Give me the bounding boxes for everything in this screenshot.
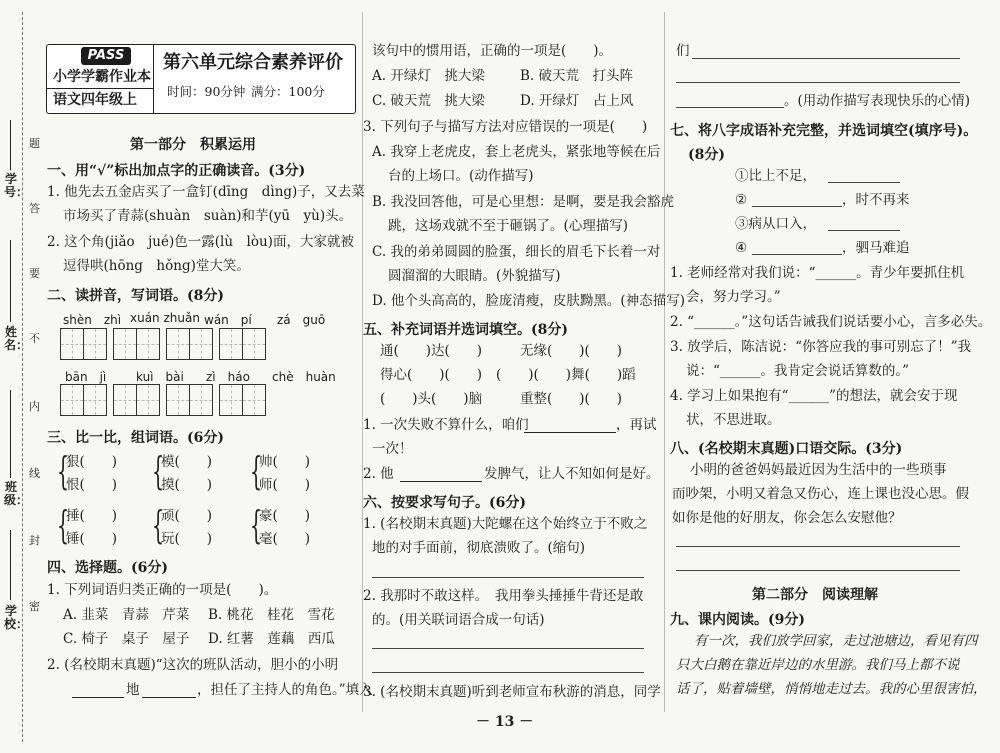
- answer-blank[interactable]: [752, 254, 842, 255]
- answer-blank[interactable]: [400, 481, 482, 482]
- idiom-blank: 重整( )( ): [520, 391, 623, 407]
- pinyin: shèn zhì: [63, 313, 122, 327]
- q8-text: 小明的爸爸妈妈最近因为生活中的一些琐事: [690, 462, 947, 478]
- brace: {: [250, 449, 263, 493]
- q8-text: 如你是他的好朋友，你会怎么安慰他？: [672, 510, 902, 526]
- compare-word: 毫( ): [259, 531, 311, 547]
- option-a[interactable]: A. 开绿灯 挑大梁: [372, 68, 485, 84]
- name-label: 姓名：: [4, 325, 29, 352]
- option-a[interactable]: A. 我穿上老虎皮，套上老虎头，紧张地等候在后: [372, 144, 661, 160]
- answer-blank[interactable]: [828, 182, 900, 183]
- writing-cell[interactable]: [166, 384, 190, 416]
- option-d[interactable]: D. 开绿灯 占上风: [520, 93, 634, 109]
- q7-score: (8分): [688, 147, 725, 163]
- option-a-cont: 台的上场口。(动作描写): [388, 168, 534, 184]
- seal-char: 要: [29, 267, 40, 280]
- brace: {: [152, 449, 165, 493]
- student-number-line: [10, 120, 11, 170]
- writing-cell[interactable]: [113, 328, 137, 360]
- answer-line[interactable]: [676, 82, 960, 83]
- q6-item1-cont: 地的对手面前，彻底溃败了。(缩句): [372, 540, 586, 556]
- q6-heading: 六、按要求写句子。(6分): [363, 495, 526, 511]
- answer-line[interactable]: [676, 107, 784, 108]
- idiom-blank: 无缘( )( ): [520, 343, 623, 359]
- option-b[interactable]: B. 桃花 桂花 雪花: [208, 607, 335, 623]
- reading-text: 有一次，我们放学回家，走过池塘边，看见有四: [694, 633, 978, 649]
- brace: {: [57, 449, 70, 493]
- q8-text: 而吵架，小明又着急又伤心，连上课也没心思。假: [672, 486, 969, 502]
- brace: {: [152, 503, 165, 547]
- pinyin: kuì bài: [136, 370, 184, 384]
- column-separator: [362, 12, 363, 712]
- student-number-label: 学号：: [4, 172, 29, 199]
- brace: {: [57, 503, 70, 547]
- q6-item3-hint: 。(用动作描写表现快乐的心情): [784, 93, 971, 109]
- compare-word: 豪( ): [259, 508, 311, 524]
- q4-item1: 1. 下列词语归类正确的一项是( )。: [47, 582, 278, 598]
- answer-blank[interactable]: [524, 432, 616, 433]
- q1-item1-line2: 市场买了青蒜(shuàn suàn)和芋(yū yù)头。: [63, 208, 353, 224]
- answer-line[interactable]: [372, 577, 644, 578]
- q1-item1-line1: 1. 他先去五金店买了一盒钉(dīng dìng)子，又去菜: [47, 184, 365, 200]
- q1-heading: 一、用“√”标出加点字的正确读音。(3分): [47, 163, 306, 179]
- seal-char: 不: [29, 332, 40, 345]
- answer-blank[interactable]: [142, 697, 196, 698]
- answer-line[interactable]: [692, 58, 960, 59]
- answer-blank[interactable]: [72, 697, 124, 698]
- pinyin: zá guō: [277, 313, 326, 327]
- answer-line[interactable]: [372, 648, 644, 649]
- reading-text: 只大白鹅在靠近岸边的水里游。我们马上都不说: [676, 657, 960, 673]
- option-a[interactable]: A. 韭菜 青蒜 芹菜: [63, 607, 190, 623]
- q5-item2: 2. 他: [363, 466, 394, 482]
- q9-heading: 九、课内阅读。(9分): [670, 612, 805, 628]
- part1-heading: 第一部分 积累运用: [130, 137, 256, 153]
- q4-item2-line1: 2. (名校期末真题)“这次的班队活动，胆小的小明: [47, 657, 339, 673]
- idiom-item-end: ，时不再来: [842, 192, 910, 208]
- option-c[interactable]: C. 破天荒 挑大梁: [372, 93, 485, 109]
- idiom-item: ①比上不足，: [735, 168, 816, 184]
- writing-cell[interactable]: [219, 328, 243, 360]
- pinyin: wán pí: [204, 313, 252, 327]
- writing-cell[interactable]: [189, 384, 213, 416]
- q6-item2-cont: 的。(用关联词语合成一句话): [372, 612, 545, 628]
- binding-dashed-line: [22, 12, 23, 742]
- answer-blank[interactable]: [828, 230, 900, 231]
- q2-continued: 该句中的惯用语，正确的一项是( )。: [372, 43, 613, 59]
- writing-cell[interactable]: [219, 384, 243, 416]
- option-d[interactable]: D. 红薯 莲藕 西瓜: [208, 631, 335, 647]
- option-b[interactable]: B. 我没回答他，可是心里想：是啊，要是我会豁虎: [372, 194, 675, 210]
- idiom-blank: 得心( )( ): [380, 367, 483, 383]
- pinyin: xuán zhuǎn: [130, 311, 200, 325]
- q7-sentence4: 4. 学习上如果抱有“______”的想法，就会安于现: [670, 388, 958, 404]
- q6-item3-cont: 们: [676, 43, 690, 59]
- q3-heading: 三、比一比，组词语。(6分): [47, 430, 224, 446]
- q4-item3: 3. 下列句子与描写方法对应错误的一项是( ): [363, 119, 648, 135]
- compare-word: 摸( ): [161, 477, 213, 493]
- writing-cell[interactable]: [136, 328, 160, 360]
- compare-word: 捶( ): [66, 508, 118, 524]
- pinyin: zì háo: [206, 370, 250, 384]
- option-c[interactable]: C. 椅子 桌子 屋子: [63, 631, 190, 647]
- idiom-item: ③病从口入，: [735, 216, 816, 232]
- reading-text: 话了，贴着墙壁，悄悄地走过去。我的心里很害怕，: [676, 681, 987, 697]
- writing-cell[interactable]: [83, 328, 107, 360]
- seal-char: 题: [29, 137, 40, 150]
- q7-sentence4-cont: 状，不思进取。: [686, 412, 781, 428]
- option-b-cont: 跳，这场戏就不至于砸锅了。(心理描写): [388, 218, 629, 234]
- writing-cell[interactable]: [83, 384, 107, 416]
- compare-word: 模( ): [161, 454, 213, 470]
- column-separator: [664, 12, 665, 712]
- idiom-blank: ( )头( )脑: [380, 391, 483, 407]
- idiom-item: ④: [735, 240, 748, 256]
- answer-blank[interactable]: [752, 206, 842, 207]
- seal-char: 密: [29, 600, 40, 613]
- page-title: 第六单元综合素养评价: [163, 52, 343, 73]
- q4-heading: 四、选择题。(6分): [47, 560, 168, 576]
- writing-cell[interactable]: [242, 328, 266, 360]
- compare-word: 狠( ): [66, 454, 118, 470]
- q5-item1: 1. 一次失败不算什么，咱们: [363, 417, 529, 433]
- answer-line[interactable]: [372, 672, 644, 673]
- seal-char: 内: [29, 400, 40, 413]
- grade-label: 语文四年级上: [53, 92, 137, 108]
- idiom-blank: ( )( )舞( )蹈: [496, 367, 636, 383]
- seal-char: 线: [29, 467, 40, 480]
- writing-grid-row1: [60, 328, 265, 360]
- q2-heading: 二、读拼音，写词语。(8分): [47, 288, 224, 304]
- page-number: － 13 －: [476, 714, 534, 730]
- writing-cell[interactable]: [166, 328, 190, 360]
- compare-word: 恨( ): [66, 477, 118, 493]
- option-c[interactable]: C. 我的弟弟圆圆的脸蛋，细长的眉毛下长着一对: [372, 244, 661, 260]
- answer-line[interactable]: [676, 570, 960, 571]
- header-divider: [47, 88, 153, 89]
- compare-word: 锤( ): [66, 531, 118, 547]
- logo: PASS: [81, 47, 131, 65]
- option-c-cont: 圆溜溜的大眼睛。(外貌描写): [388, 268, 561, 284]
- q8-heading: 八、(名校期末真题)口语交际。(3分): [670, 441, 903, 457]
- time-label: 时间：90分钟: [167, 84, 246, 99]
- q6-item2: 2. 我那时不敢这样。 我用拳头捶捶牛背还是敢: [363, 588, 644, 604]
- q7-sentence3: 3. 放学后，陈洁说：“你答应我的事可别忘了！”我: [670, 339, 971, 355]
- idiom-item-end: ，驷马难追: [842, 240, 910, 256]
- school-line: [10, 530, 11, 600]
- class-label: 班级：: [4, 480, 29, 507]
- q7-sentence1: 1. 老师经常对我们说：“______。青少年要抓住机: [670, 265, 965, 281]
- class-line: [10, 390, 11, 478]
- option-d[interactable]: D. 他个头高高的，脸庞清瘦，皮肤黝黑。(神态描写): [372, 293, 685, 309]
- compare-word: 帅( ): [259, 454, 311, 470]
- q5-heading: 五、补充词语并选词填空。(8分): [363, 322, 568, 338]
- compare-word: 师( ): [259, 477, 311, 493]
- answer-line[interactable]: [676, 546, 960, 547]
- q7-sentence3-cont: 说：“______。我肯定会说话算数的。”: [686, 363, 910, 379]
- writing-cell[interactable]: [60, 328, 84, 360]
- q7-sentence2: 2. “______。”这句话告诫我们说话要小心，言多必失。: [670, 314, 992, 330]
- q7-heading: 七、将八字成语补充完整，并选词填空(填序号)。: [670, 123, 978, 139]
- q5-item1-cont: 一次！: [372, 441, 413, 457]
- writing-cell[interactable]: [242, 384, 266, 416]
- pinyin: chè huàn: [272, 370, 336, 384]
- binding-strip: [0, 0, 42, 753]
- writing-grid-row2: [60, 384, 265, 416]
- q5-item2-end: 发脾气，让人不知如何是好。: [484, 466, 660, 482]
- part2-heading: 第二部分 阅读理解: [752, 587, 878, 603]
- writing-cell[interactable]: [113, 384, 137, 416]
- school-label: 学校：: [4, 604, 29, 631]
- option-b[interactable]: B. 破天荒 打头阵: [520, 68, 634, 84]
- name-line: [10, 240, 11, 322]
- pinyin: bān jì: [65, 370, 107, 384]
- q1-item2-line2: 逗得哄(hōng hǒng)堂大笑。: [63, 258, 250, 274]
- idiom-item: ②: [735, 192, 748, 208]
- q6-item1: 1. (名校期末真题)大陀螺在这个始终立于不败之: [363, 516, 648, 532]
- compare-word: 玩( ): [161, 531, 213, 547]
- brace: {: [250, 503, 263, 547]
- q7-sentence1-cont: 会，努力学习。”: [686, 289, 781, 305]
- q4-item2-text: ，担任了主持人的角色。”填入: [197, 682, 373, 698]
- q5-item1-end: ，再试: [616, 417, 657, 433]
- seal-char: 答: [29, 202, 40, 215]
- series-name: 小学学霸作业本: [53, 69, 151, 85]
- header-box: [46, 44, 356, 114]
- q1-item2-line1: 2. 这个角(jiǎo jué)色一露(lù lòu)面，大家就被: [47, 234, 354, 250]
- idiom-blank: 通( )达( ): [380, 343, 483, 359]
- q4-item2-text: 地: [126, 682, 140, 698]
- writing-cell[interactable]: [60, 384, 84, 416]
- compare-word: 顽( ): [161, 508, 213, 524]
- writing-cell[interactable]: [136, 384, 160, 416]
- seal-char: 封: [29, 534, 40, 547]
- q6-item3: 3. (名校期末真题)听到老师宣布秋游的消息，同学: [363, 684, 661, 700]
- score-label: 满分：100分: [251, 84, 325, 99]
- writing-cell[interactable]: [189, 328, 213, 360]
- header-vdivider: [153, 45, 154, 113]
